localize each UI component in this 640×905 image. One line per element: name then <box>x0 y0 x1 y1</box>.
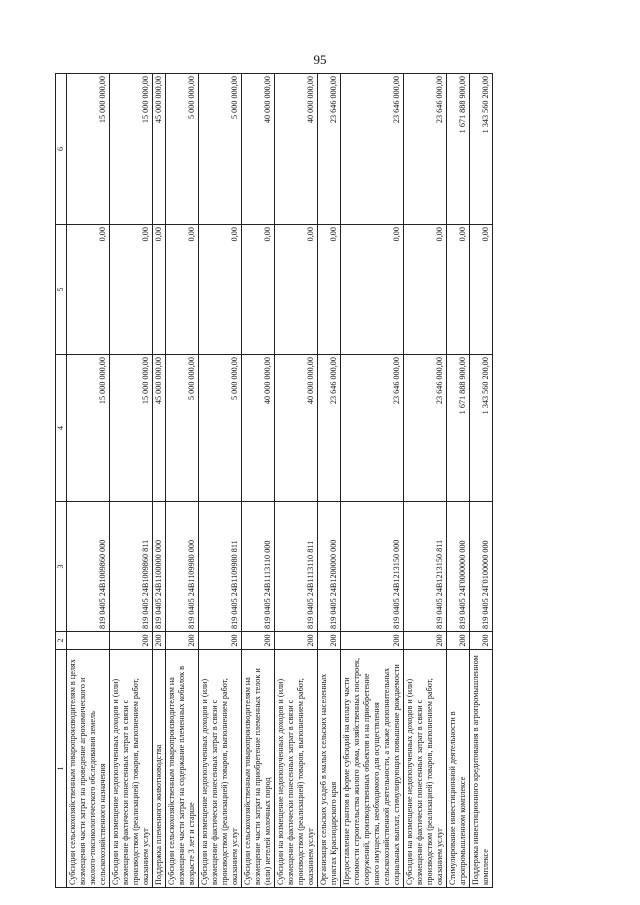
header-col-6: 6 <box>56 74 67 225</box>
row-name-cell: Субсидии на возмещение недополученных доходов и (или) возмещение фактически понесенных затрат в связи с производством (реализацией) товаров, выполнением работ, оказанием услуг <box>275 650 318 888</box>
row-kbk-cell: 819 0405 24B1109980 811 <box>199 502 242 632</box>
row-kbk-cell: 819 0405 24B1200000 000 <box>318 502 341 632</box>
row-sum-cell: 5 000 000,00 <box>166 355 199 502</box>
row-total-cell: 5 000 000,00 <box>199 74 242 225</box>
row-total-cell: 15 000 000,00 <box>110 74 153 225</box>
row-total-cell: 40 000 000,00 <box>242 74 275 225</box>
row-code-cell: 200 <box>404 632 447 650</box>
row-change-cell: 0,00 <box>166 225 199 355</box>
table-row <box>275 74 318 888</box>
row-code-cell: 200 <box>199 632 242 650</box>
row-code-cell: 200 <box>341 632 404 650</box>
row-sum-cell: 23 646 000,00 <box>404 355 447 502</box>
row-name-cell: Субсидии сельскохозяйственным товаропроизводителям в целях возмещения части затрат на проведение агрохимического и эколого-токсикологического обследования земель сельскохозяйственного назначения <box>67 650 110 888</box>
row-kbk-cell: 819 0405 24Г0100000 000 <box>470 502 493 632</box>
row-total-cell: 23 646 000,00 <box>341 74 404 225</box>
row-kbk-cell: 819 0405 24B1109980 000 <box>166 502 199 632</box>
row-kbk-cell: 819 0405 24B1009860 811 <box>110 502 153 632</box>
header-col-1: 1 <box>56 650 67 888</box>
row-name-cell: Поддержка племенного животноводства <box>153 650 166 888</box>
table-row <box>67 74 110 888</box>
header-col-3: 3 <box>56 502 67 632</box>
row-code-cell <box>67 632 110 650</box>
row-change-cell: 0,00 <box>341 225 404 355</box>
row-sum-cell: 1 671 888 900,00 <box>447 355 470 502</box>
table-row <box>242 74 275 888</box>
row-sum-cell: 40 000 000,00 <box>275 355 318 502</box>
row-total-cell: 15 000 000,00 <box>67 74 110 225</box>
row-code-cell: 200 <box>447 632 470 650</box>
table-row <box>166 74 199 888</box>
row-name-cell: Субсидии сельскохозяйственным товаропроизводителям на возмещение части затрат на содержание племенных кобылок в возрасте 3 лет и старше <box>166 650 199 888</box>
table-row <box>470 74 493 888</box>
row-name-cell: Предоставление грантов в форме субсидий на оплату части стоимости строительства жилого дома, хозяйственных построек, сооружений, производственных объектов и на приобретение иного имущества, необходимого для осуществления сельскохозяйственной деятельности, а также дополнительных социальных выплат, стимулирующих повышение рождаемости <box>341 650 404 888</box>
header-col-5: 5 <box>56 225 67 355</box>
header-col-2: 2 <box>56 632 67 650</box>
row-sum-cell: 1 343 560 200,00 <box>470 355 493 502</box>
row-name-cell: Поддержка инвестиционного кредитования в агропромышленном комплексе <box>470 650 493 888</box>
row-total-cell: 40 000 000,00 <box>275 74 318 225</box>
row-change-cell: 0,00 <box>110 225 153 355</box>
row-total-cell: 5 000 000,00 <box>166 74 199 225</box>
row-sum-cell: 5 000 000,00 <box>199 355 242 502</box>
budget-table <box>55 73 493 888</box>
row-name-cell: Субсидии на возмещение недополученных доходов и (или) возмещение фактически понесенных затрат в связи с производством (реализацией) товаров, выполнением работ, оказанием услуг <box>110 650 153 888</box>
row-change-cell: 0,00 <box>447 225 470 355</box>
row-sum-cell: 23 646 000,00 <box>341 355 404 502</box>
row-code-cell: 200 <box>110 632 153 650</box>
row-change-cell: 0,00 <box>199 225 242 355</box>
header-col-4: 4 <box>56 355 67 502</box>
row-code-cell: 200 <box>242 632 275 650</box>
row-name-cell: Стимулирование инвестиционной деятельности в агропромышленном комплексе <box>447 650 470 888</box>
row-sum-cell: 15 000 000,00 <box>110 355 153 502</box>
page-number: 95 <box>313 52 327 67</box>
row-kbk-cell: 819 0405 24B1100000 000 <box>153 502 166 632</box>
row-change-cell: 0,00 <box>242 225 275 355</box>
row-sum-cell: 15 000 000,00 <box>67 355 110 502</box>
row-sum-cell: 45 000 000,00 <box>153 355 166 502</box>
row-kbk-cell: 819 0405 24B1213150 811 <box>404 502 447 632</box>
table-row <box>404 74 447 888</box>
table-row <box>341 74 404 888</box>
row-code-cell: 200 <box>470 632 493 650</box>
row-change-cell: 0,00 <box>318 225 341 355</box>
table-row <box>447 74 470 888</box>
row-kbk-cell: 819 0405 24Г0000000 000 <box>447 502 470 632</box>
row-name-cell: Организация сельских усадеб в малых сельских населенных пунктах Краснодарского края <box>318 650 341 888</box>
row-code-cell: 200 <box>153 632 166 650</box>
row-change-cell: 0,00 <box>275 225 318 355</box>
table-row <box>318 74 341 888</box>
row-name-cell: Субсидии на возмещение недополученных доходов и (или) возмещение фактически понесенных затрат в связи с производством (реализацией) товаров, выполнением работ, оказанием услуг <box>199 650 242 888</box>
row-code-cell: 200 <box>318 632 341 650</box>
row-kbk-cell: 819 0405 24B1009860 000 <box>67 502 110 632</box>
row-change-cell: 0,00 <box>470 225 493 355</box>
table-row <box>199 74 242 888</box>
row-code-cell: 200 <box>166 632 199 650</box>
row-kbk-cell: 819 0405 24B1113110 811 <box>275 502 318 632</box>
row-change-cell: 0,00 <box>153 225 166 355</box>
row-total-cell: 45 000 000,00 <box>153 74 166 225</box>
row-total-cell: 23 646 000,00 <box>404 74 447 225</box>
header-row <box>56 74 67 888</box>
row-sum-cell: 23 646 000,00 <box>318 355 341 502</box>
row-name-cell: Субсидии сельскохозяйственным товаропроизводителям на возмещение части затрат на приобретение племенных телок и (или) нетелей молочных пород <box>242 650 275 888</box>
row-total-cell: 23 646 000,00 <box>318 74 341 225</box>
row-total-cell: 1 671 888 900,00 <box>447 74 470 225</box>
row-kbk-cell: 819 0405 24B1213150 000 <box>341 502 404 632</box>
row-kbk-cell: 819 0405 24B1113110 000 <box>242 502 275 632</box>
rotated-table-container <box>55 74 570 888</box>
row-total-cell: 1 343 560 200,00 <box>470 74 493 225</box>
row-change-cell: 0,00 <box>67 225 110 355</box>
table-row <box>110 74 153 888</box>
table-row <box>153 74 166 888</box>
row-change-cell: 0,00 <box>404 225 447 355</box>
row-name-cell: Субсидии на возмещение недополученных доходов и (или) возмещение фактически понесенных затрат в связи с производством (реализацией) товаров, выполнением работ, оказанием услуг <box>404 650 447 888</box>
row-sum-cell: 40 000 000,00 <box>242 355 275 502</box>
row-code-cell: 200 <box>275 632 318 650</box>
